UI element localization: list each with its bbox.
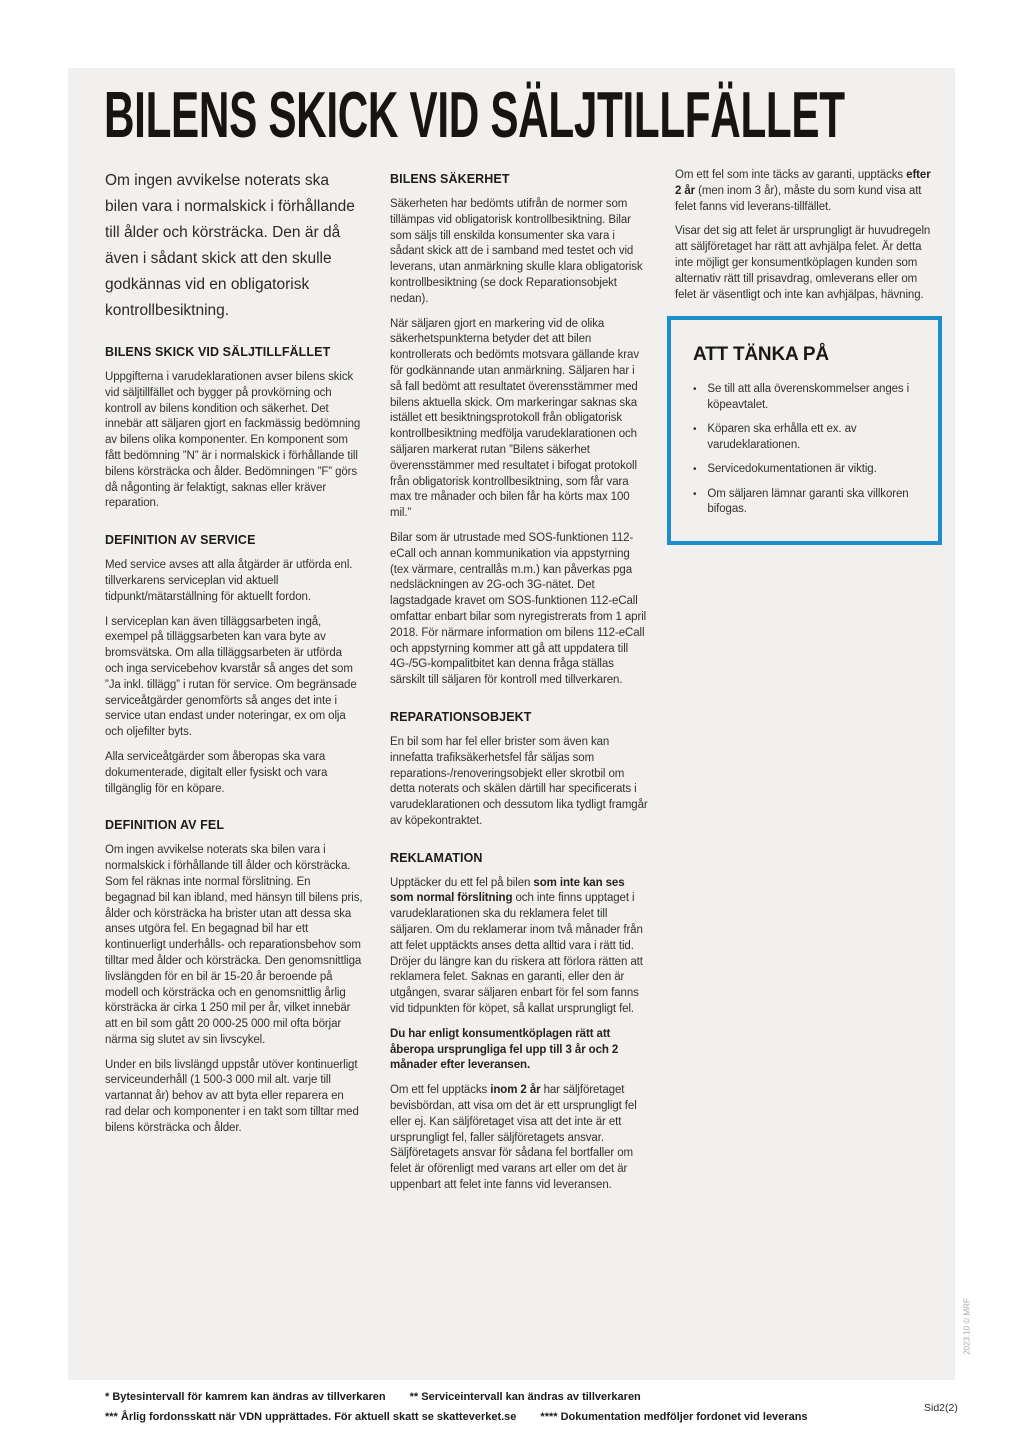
footnote-line xyxy=(105,1387,865,1407)
page-title: BILENS SKICK VID SÄLJTILLFÄLLET xyxy=(104,78,845,152)
bullet-icon: • xyxy=(693,384,697,396)
note-box-title: ATT TÄNKA PÅ xyxy=(693,344,829,366)
note-box-item xyxy=(693,487,920,518)
bullet-icon: • xyxy=(693,464,697,476)
footnotes xyxy=(105,1387,865,1427)
edition-side-note: 2023.10 © MRF xyxy=(962,1298,972,1355)
body-paragraph: Upptäcker du ett fel på bilen som inte kan ses som normal förslitning och inte finns upptaget i varudeklarationen ska du reklamera felet till säljaren. Om du reklamerar inom två månader från att felet upptäckts anses detta alltid vara i rätt tid. Dröjer du längre kan du riskera att förlora rätten att reklamera felet. Saknas en garanti, eller den är utgången, svarar säljaren enbart för fel som fanns vid tidpunkten för köpet, så kallat ursprungligt fel. xyxy=(390,876,643,1016)
note-box-list xyxy=(693,382,920,518)
note-box-item-text: Om säljaren lämnar garanti ska villkoren bifogas. xyxy=(707,487,909,516)
note-box-item xyxy=(693,462,920,478)
column-layout xyxy=(105,168,933,1203)
note-box-item-text: Se till att alla överenskommelser anges i köpeavtalet. xyxy=(707,383,910,411)
column-1 xyxy=(105,168,363,1203)
footnote-text: **** Dokumentation medföljer fordonet vid leverans xyxy=(540,1411,808,1423)
att-tanka-pa-box xyxy=(667,316,942,545)
bullet-icon: • xyxy=(693,424,697,436)
note-box-item xyxy=(693,382,920,413)
section-heading: BILENS SKICK VID SÄLJTILLFÄLLET xyxy=(105,345,331,359)
section-heading: DEFINITION AV SERVICE xyxy=(105,533,256,548)
intro-paragraph: Om ingen avvikelse noterats ska bilen vara i normalskick i förhållande till ålder och körsträcka. Den är då även i sådant skick att den skulle godkännas vid en obligatorisk kontrollbesiktning. xyxy=(105,172,355,319)
body-paragraph: Uppgifterna i varudeklarationen avser bilens skick vid säljtillfället och bygger på provkörning och kontroll av bilens kondition och säkerhet. Det innebär att säljaren gjort en fackmässig bedömning av bilens olika komponenter. En komponent som fått bedömning ”N” är i normalskick i förhållande till bilens körsträcka och ålder. Bedömningen ”F” görs då någonting är felaktigt, saknas eller kräver reparation. xyxy=(105,371,361,510)
column-3 xyxy=(675,168,933,1203)
footnote-text: ** Serviceintervall kan ändras av tillverkaren xyxy=(409,1391,641,1403)
bullet-icon: • xyxy=(693,488,697,500)
body-paragraph: Bilar som är utrustade med SOS-funktionen 112-eCall och annan kommunikation via appstyrning (tex värmare, centrallås m.m.) kan påverkas pga nedsläckningen av 2G-och 3G-nätet. Det lagstadgade kravet om SOS-funktionen 112-eCall omfattar enbart bilar som nyregistrerats from 1 april 2018. För närmare information om bilens 112-eCall och appstyrning kommer att gå att uppdatera till 4G-/5G-kompalitbitet kan denna fråga ställas särskilt till säljaren för kontroll med tillverkaren. xyxy=(390,531,647,687)
footnote-text: *** Årlig fordonsskatt när VDN upprättades. För aktuell skatt se skatteverket.se xyxy=(105,1411,517,1423)
body-paragraph: Under en bils livslängd uppstår utöver kontinuerligt serviceunderhåll (1 500-3 000 mil alt. varje till vartannat år) behov av att byta eller reparera en rad delar och komponenter i en takt som tilltar med bilens körsträcka och ålder. xyxy=(105,1058,359,1134)
section-heading: BILENS SÄKERHET xyxy=(390,172,510,186)
body-paragraph: Alla serviceåtgärder som åberopas ska vara dokumenterade, digitalt eller fysiskt och vara tillgänglig för en köpare. xyxy=(105,750,328,795)
body-paragraph: När säljaren gjort en markering vid de olika säkerhetspunkterna betyder det att bilen kontrollerats och bedömts motsvara gällande krav för godkännande utan anmärkning. Säljaren har i så fall bedömt att resultatet överensstämmer med bilens aktuella skick. Om markeringar saknas ska istället ett besiktningsprotokoll från obligatorisk kontrollbesiktning medfölja varudeklarationen och säljaren markerat rutan ”Bilens säkerhet överensstämmer med resultatet i bifogat protokoll från obligatorisk kontrollbesiktning, som får vara max tre månader och bilen får ha körts max 100 mil.” xyxy=(390,317,639,520)
content-panel xyxy=(68,68,955,1380)
section-heading: REPARATIONSOBJEKT xyxy=(390,709,532,724)
body-paragraph: Om ett fel som inte täcks av garanti, upptäcks efter 2 år (men inom 3 år), måste du som kund visa att felet fanns vid leverans-tillfället. xyxy=(675,169,931,213)
page-number: Sid2(2) xyxy=(924,1402,958,1414)
body-paragraph: Om ett fel upptäcks inom 2 år har säljföretaget bevisbördan, att visa om det är ett ursprungligt fel eller ej. Kan säljföretaget visa att det inte är ett ursprungligt fel, faller säljföretagets ansvar. Säljföretagets ansvar för sådana fel bortfaller om felet är oförenligt med varans art eller om det är uppenbart att felet inte fanns vid leveransen. xyxy=(390,1084,637,1192)
section-heading: REKLAMATION xyxy=(390,850,483,865)
body-paragraph: En bil som har fel eller brister som även kan innefatta trafiksäkerhetsfel får säljas som reparations-/renoveringsobjekt eller skrotbil om detta noterats och skälen därtill har specificerats i varudeklarationen och dessutom lika tydligt framgår av köpekontraktet. xyxy=(390,735,648,827)
footnote-text: * Bytesintervall för kamrem kan ändras av tillverkaren xyxy=(105,1391,386,1403)
body-paragraph: Du har enligt konsumentköplagen rätt att åberopa ursprungliga fel upp till 3 år och 2 månader efter leveransen. xyxy=(390,1027,619,1072)
note-box-item-text: Servicedokumentationen är viktig. xyxy=(707,463,877,476)
body-paragraph: Säkerheten har bedömts utifrån de normer som tillämpas vid obligatorisk kontrollbesiktning. Bilar som säljs till enskilda konsumenter ska vara i sådant skick att de i samband med testet och vid leverans, utan anmärkning skulle klara obligatorisk kontrollbesiktning (se dock Reparationsobjekt nedan). xyxy=(390,198,643,305)
note-box-item xyxy=(693,422,920,453)
body-paragraph: Visar det sig att felet är ursprungligt är huvudregeln att säljföretaget har rätt att avhjälpa felet. Är detta inte möjligt ger konsumentköplagen kunden som alternativ rätt till prisavdrag, omleverans eller om felet är väsentligt och inte kan avhjälpas, hävning. xyxy=(675,225,931,301)
section-heading: DEFINITION AV FEL xyxy=(105,818,225,833)
column-3-text xyxy=(675,168,933,303)
note-box-item-text: Köparen ska erhålla ett ex. av varudeklarationen. xyxy=(707,423,857,451)
body-paragraph: Om ingen avvikelse noterats ska bilen vara i normalskick i förhållande till ålder och körsträcka. Som fel räknas inte normal förslitning. En begagnad bil kan ibland, med hänsyn till bilens pris, ålder och körsträcka ha brister utan att dessa ska anses utgöra fel. En begagnad bil har ett kontinuerligt underhålls- och reparationsbehov som tilltar med ålder och körsträcka. Den genomsnittliga livslängden för en bil är 15-20 år beroende på modell och körsträcka och en genomsnittlig årlig körsträcka är cirka 1 250 mil per år, vilket innebär att en bil som gått 20 000-25 000 mil ofta börjar närma sig slutet av sin livscykel. xyxy=(105,844,363,1046)
column-2 xyxy=(390,168,648,1203)
body-paragraph: Med service avses att alla åtgärder är utförda enl. tillverkarens serviceplan vid aktuell tidpunkt/mätarställning för aktuellt fordon. xyxy=(105,559,353,603)
footnote-line xyxy=(105,1407,865,1427)
body-paragraph: I serviceplan kan även tilläggsarbeten ingå, exempel på tilläggsarbeten kan vara byte av bromsvätska. Om alla tilläggsarbeten är utförda och inga servicebehov kvarstår så anges det som ”Ja inkl. tillägg” i rutan för service. Om begränsade serviceåtgärder genomförts så anges det inte i service utan endast under noteringar, ex om olja och oljefilter byts. xyxy=(105,615,357,739)
